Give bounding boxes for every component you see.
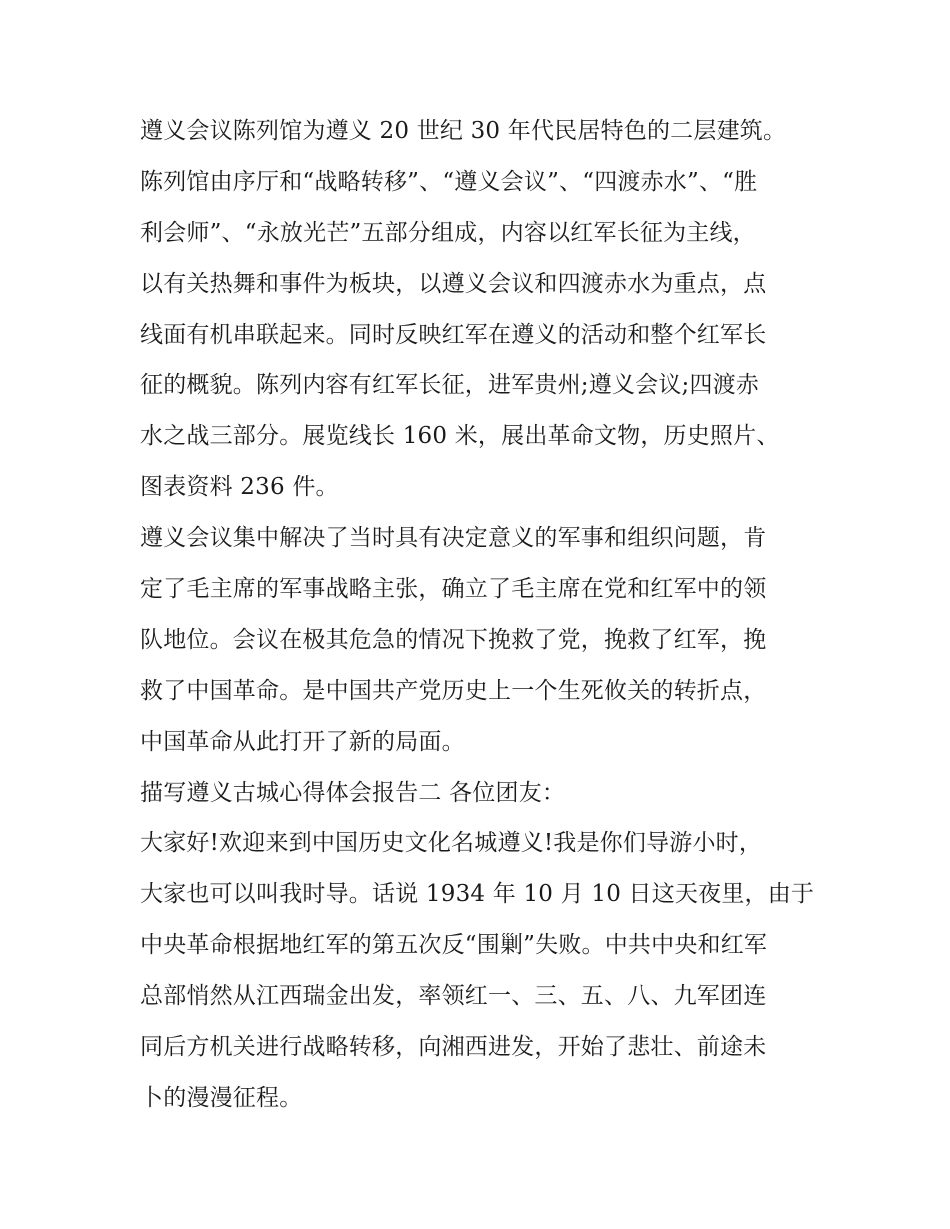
text-line: 队地位。会议在极其危急的情况下挽救了党，挽救了红军，挽 — [140, 626, 767, 653]
body-text — [140, 106, 830, 1124]
text-line: 大家好!欢迎来到中国历史文化名城遵义!我是你们导游小时， — [140, 830, 763, 857]
text-line: 以有关热舞和事件为板块，以遵义会议和四渡赤水为重点，点 — [140, 270, 767, 297]
text-line: 同后方机关进行战略转移，向湘西进发，开始了悲壮、前途未 — [140, 1034, 767, 1061]
text-line: 中国革命从此打开了新的局面。 — [140, 728, 465, 755]
text-line: 线面有机串联起来。同时反映红军在遵义的活动和整个红军长 — [140, 321, 767, 348]
text-line: 利会师”、“永放光芒”五部分组成，内容以红军长征为主线， — [140, 219, 756, 246]
text-line: 遵义会议陈列馆为遵义 20 世纪 30 年代民居特色的二层建筑。 — [140, 118, 787, 144]
text-line: 定了毛主席的军事战略主张，确立了毛主席在党和红军中的领 — [140, 576, 767, 603]
text-line: 征的概貌。陈列内容有红军长征，进军贵州;遵义会议;四渡赤 — [140, 372, 760, 399]
text-line: 遵义会议集中解决了当时具有决定意义的军事和组织问题，肯 — [140, 525, 767, 552]
text-line: 中央革命根据地红军的第五次反“围剿”失败。中共中央和红军 — [140, 932, 768, 959]
text-line: 陈列馆由序厅和“战略转移”、“遵义会议”、“四渡赤水”、“胜 — [140, 168, 758, 195]
section-heading: 描写遵义古城心得体会报告二 各位团友： — [140, 779, 566, 806]
text-line: 水之战三部分。展览线长 160 米，展出革命文物，历史照片、 — [140, 423, 780, 450]
text-line: 救了中国革命。是中国共产党历史上一个生死攸关的转折点， — [140, 677, 767, 704]
text-line: 大家也可以叫我时导。话说 1934 年 10 月 10 日这天夜里，由于 — [140, 881, 815, 908]
text-line: 总部悄然从江西瑞金出发，率领红一、三、五、八、九军团连 — [140, 983, 767, 1010]
text-line: 卜的漫漫征程。 — [140, 1084, 303, 1111]
text-line: 图表资料 236 件。 — [140, 474, 339, 501]
